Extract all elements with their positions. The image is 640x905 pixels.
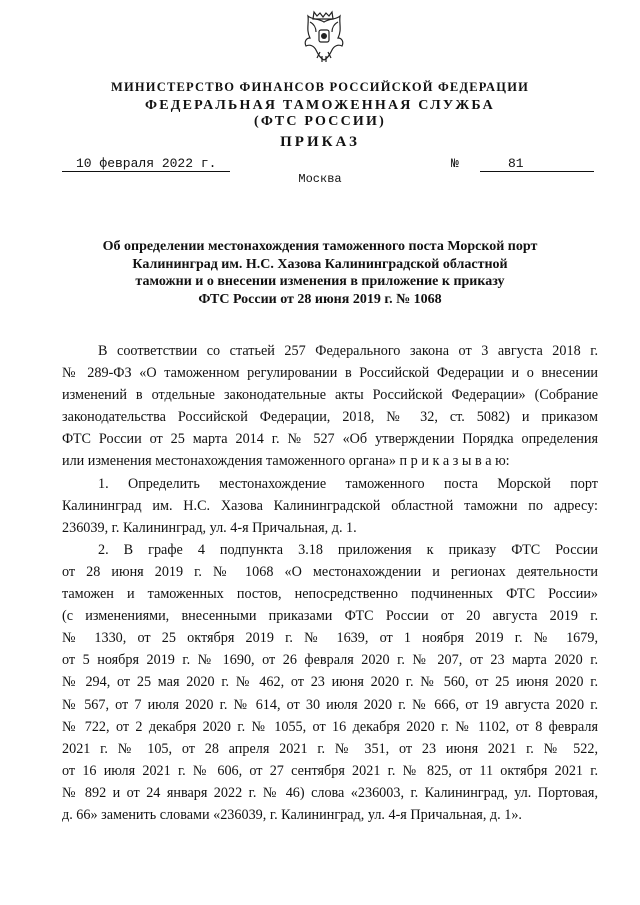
body-line: от 28 июня 2019 г. № 1068 «О местонахождении и регионах деятельности (62, 563, 598, 580)
body-line: 2021 г. № 105, от 28 апреля 2021 г. № 351, от 23 июня 2021 г. № 522, (62, 740, 598, 757)
body-line: № 892 и от 24 января 2022 г. № 46) слова «236003, г. Калининград, ул. Портовая, (62, 784, 598, 801)
body-line: В соответствии со статьей 257 Федерального закона от 3 августа 2018 г. (98, 343, 598, 359)
body-line: или изменения местонахождения таможенного органа» п р и к а з ы в а ю: (62, 453, 510, 470)
body-line: 236039, г. Калининград, ул. 4-я Причальная, д. 1. (62, 519, 357, 536)
order-title (60, 238, 580, 308)
body-line: № 289-ФЗ «О таможенном регулировании в Российской Федерации и о внесении (62, 365, 598, 382)
body-line: ФТС России от 25 марта 2014 г. № 527 «Об утверждении Порядка определения (62, 431, 598, 448)
body-line: 1. Определить местонахождение таможенного поста Морской порт (98, 475, 598, 492)
service-abbreviation: (ФТС РОССИИ) (254, 114, 386, 129)
service-name: ФЕДЕРАЛЬНАЯ ТАМОЖЕННАЯ СЛУЖБА (145, 98, 495, 113)
ministry-name: МИНИСТЕРСТВО ФИНАНСОВ РОССИЙСКОЙ ФЕДЕРАЦИИ (110, 80, 530, 94)
body-line: изменений в отдельные законодательные акты Российской Федерации» (Собрание (62, 387, 598, 404)
order-city: Москва (298, 172, 342, 186)
body-line: от 5 ноября 2019 г. № 1690, от 26 февраля 2020 г. № 207, от 23 марта 2020 г. (62, 652, 598, 669)
body-line: от 16 июля 2021 г. № 606, от 27 сентября 2021 г. № 825, от 11 октября 2021 г. (62, 762, 598, 779)
title-line: таможни и о внесении изменения в приложение к приказу (135, 274, 505, 289)
body-line: таможен и таможенных постов, непосредственно подчиненных ФТС России» (62, 586, 598, 603)
body-line: 2. В графе 4 подпункта 3.18 приложения к приказу ФТС России (98, 541, 598, 558)
body-line: (с изменениями, внесенными приказами ФТС России от 20 августа 2019 г. (62, 608, 598, 625)
order-number: 81 (480, 156, 594, 172)
body-line: Калининград им. Н.С. Хазова Калининградской областной таможни по адресу: (62, 497, 598, 514)
body-line: № 722, от 2 декабря 2020 г. № 1055, от 16 декабря 2020 г. № 1102, от 8 февраля (62, 718, 598, 735)
order-date: 10 февраля 2022 г. (62, 156, 230, 172)
document-type: ПРИКАЗ (280, 134, 360, 150)
order-number-label: № (451, 156, 459, 171)
title-line: ФТС России от 28 июня 2019 г. № 1068 (198, 291, 442, 307)
body-line: законодательства Российской Федерации, 2018, № 32, ст. 5082) и приказом (62, 409, 598, 426)
title-line: Калининград им. Н.С. Хазова Калининградской областной (132, 256, 508, 272)
coat-of-arms-icon (300, 8, 348, 64)
title-line: Об определении местонахождения таможенного поста Морской порт (102, 239, 538, 254)
body-line: № 294, от 25 мая 2020 г. № 462, от 23 июня 2020 г. № 560, от 25 июня 2020 г. (62, 674, 598, 691)
body-line: № 567, от 7 июля 2020 г. № 614, от 30 июля 2020 г. № 666, от 19 августа 2020 г. (62, 696, 598, 713)
order-body (62, 340, 598, 826)
body-line: д. 66» заменить словами «236039, г. Калининград, ул. 4-я Причальная, д. 1». (62, 806, 522, 823)
body-line: № 1330, от 25 октября 2019 г. № 1639, от 1 ноября 2019 г. № 1679, (62, 630, 598, 647)
